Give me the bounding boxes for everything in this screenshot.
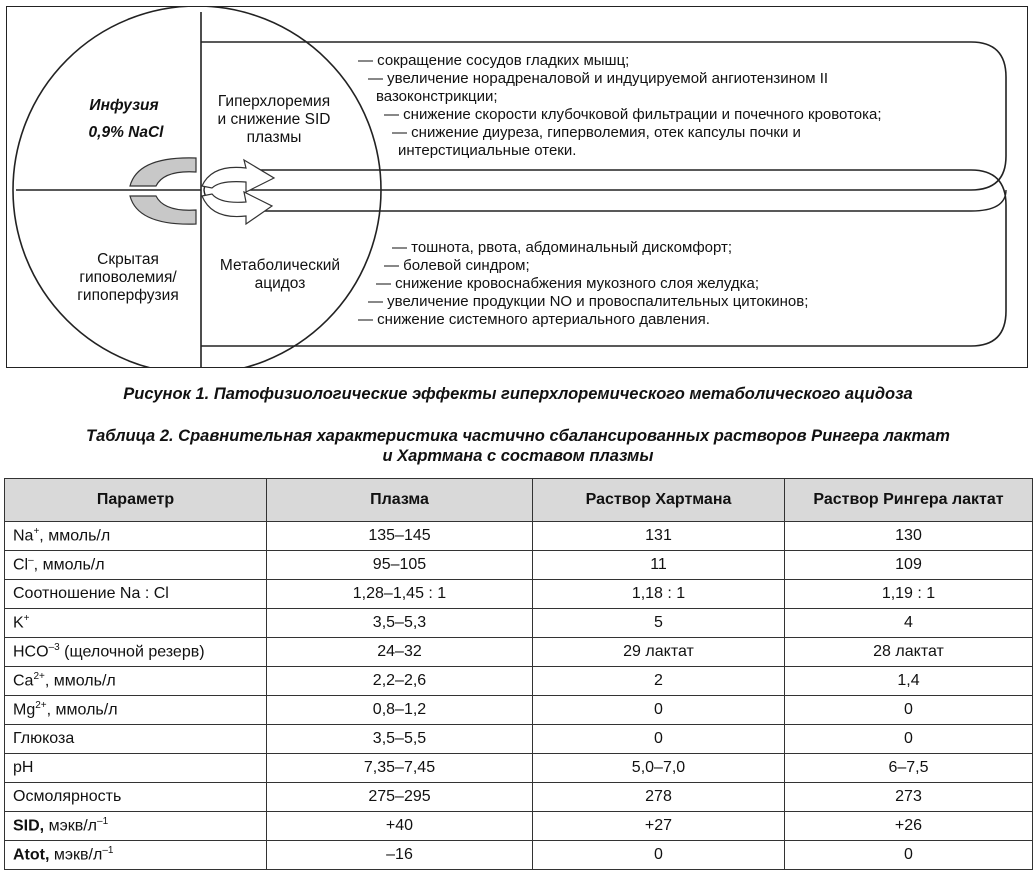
param-bold: SID, xyxy=(13,817,45,835)
param-superscript: + xyxy=(23,613,30,625)
param-main: Осмолярность xyxy=(13,788,122,805)
param-main: Ca xyxy=(13,672,34,690)
cell-plasma: 2,2–2,6 xyxy=(267,667,533,696)
cell-hartmann: 5,0–7,0 xyxy=(533,754,785,783)
pathophysiology-diagram xyxy=(6,6,1028,368)
cell-parameter xyxy=(5,638,267,667)
cell-plasma: 7,35–7,45 xyxy=(267,754,533,783)
header-parameter: Параметр xyxy=(5,479,267,522)
cell-parameter xyxy=(5,783,267,812)
comparison-table-wrap xyxy=(4,478,1032,870)
cell-ringer: 0 xyxy=(785,841,1033,870)
cell-ringer: +26 xyxy=(785,812,1033,841)
cell-parameter xyxy=(5,725,267,754)
hidden-hypovolemia-line-2: гиповолемия/ xyxy=(79,269,177,286)
cell-plasma: 95–105 xyxy=(267,551,533,580)
cell-hartmann: 131 xyxy=(533,522,785,551)
param-main: K xyxy=(13,614,24,632)
param-rest: , ммоль/л xyxy=(44,672,116,690)
cell-hartmann: 29 лактат xyxy=(533,638,785,667)
hyperchloremia-line-3: плазмы xyxy=(246,129,302,146)
bottom-effect-2: — болевой синдром; xyxy=(384,257,530,274)
cell-parameter xyxy=(5,841,267,870)
cycle-arrow-left-top xyxy=(130,158,196,186)
param-superscript: 2+ xyxy=(33,671,45,683)
table-row xyxy=(5,638,1033,667)
hidden-hypovolemia-line-3: гипоперфузия xyxy=(77,287,179,304)
cell-ringer: 0 xyxy=(785,696,1033,725)
param-superscript: –3 xyxy=(48,642,60,654)
table-row xyxy=(5,696,1033,725)
cell-plasma: 0,8–1,2 xyxy=(267,696,533,725)
table-row xyxy=(5,812,1033,841)
table-row xyxy=(5,580,1033,609)
cell-plasma: 3,5–5,5 xyxy=(267,725,533,754)
param-main: Na xyxy=(13,527,34,545)
cell-hartmann: 1,18 : 1 xyxy=(533,580,785,609)
param-bold: Atot, xyxy=(13,846,50,864)
param-superscript: 2+ xyxy=(35,700,47,712)
cell-plasma: +40 xyxy=(267,812,533,841)
cell-hartmann: 278 xyxy=(533,783,785,812)
param-rest: , ммоль/л xyxy=(33,556,105,574)
top-effect-1: — сокращение сосудов гладких мышц; xyxy=(358,52,630,69)
cell-hartmann: 11 xyxy=(533,551,785,580)
metabolic-acidosis-line-2: ацидоз xyxy=(254,275,306,292)
cycle-arrow-right-bottom xyxy=(202,192,272,224)
cell-plasma: 135–145 xyxy=(267,522,533,551)
cell-ringer: 1,4 xyxy=(785,667,1033,696)
cell-parameter xyxy=(5,551,267,580)
cell-ringer: 6–7,5 xyxy=(785,754,1033,783)
cell-parameter xyxy=(5,696,267,725)
param-rest: , ммоль/л xyxy=(46,701,118,719)
table-row xyxy=(5,609,1033,638)
param-main: Соотношение Na : Cl xyxy=(13,585,169,602)
top-effect-2-cont: вазоконстрикции; xyxy=(376,88,498,105)
cell-parameter xyxy=(5,580,267,609)
top-effect-4: — снижение диуреза, гиперволемия, отек капсулы почки и xyxy=(392,124,801,141)
param-main: Cl xyxy=(13,556,29,574)
cell-hartmann: 2 xyxy=(533,667,785,696)
cell-ringer: 0 xyxy=(785,725,1033,754)
header-hartmann: Раствор Хартмана xyxy=(533,479,785,522)
param-main: Mg xyxy=(13,701,36,719)
table-row xyxy=(5,841,1033,870)
cell-hartmann: 0 xyxy=(533,696,785,725)
param-main: Глюкоза xyxy=(13,730,75,747)
outer-circle xyxy=(13,6,381,368)
param-main: HCO xyxy=(13,643,49,661)
table-header-row xyxy=(5,479,1033,522)
table-row xyxy=(5,551,1033,580)
header-plasma: Плазма xyxy=(267,479,533,522)
hyperchloremia-line-2: и снижение SID xyxy=(217,111,331,128)
table-row xyxy=(5,783,1033,812)
cell-ringer: 1,19 : 1 xyxy=(785,580,1033,609)
cell-ringer: 109 xyxy=(785,551,1033,580)
cell-parameter xyxy=(5,754,267,783)
param-main: мэкв/л xyxy=(49,846,103,864)
cell-hartmann: 0 xyxy=(533,841,785,870)
table-caption-line-1: Таблица 2. Сравнительная характеристика частично сбалансированных растворов Рингера лактат xyxy=(86,427,950,445)
bottom-effect-5: — снижение системного артериального давления. xyxy=(358,311,710,328)
infusion-label: Инфузия xyxy=(89,97,159,114)
top-effect-4-cont: интерстициальные отеки. xyxy=(398,142,577,159)
comparison-table xyxy=(4,478,1033,870)
table-body xyxy=(5,522,1033,870)
cell-parameter xyxy=(5,667,267,696)
cell-ringer: 4 xyxy=(785,609,1033,638)
cell-plasma: 24–32 xyxy=(267,638,533,667)
bottom-effect-3: — снижение кровоснабжения мукозного слоя желудка; xyxy=(376,275,760,292)
param-main: pH xyxy=(13,759,34,776)
cycle-arrow-right-top xyxy=(202,160,274,192)
cell-hartmann: 5 xyxy=(533,609,785,638)
top-effect-3: — снижение скорости клубочковой фильтрации и почечного кровотока; xyxy=(384,106,882,123)
cell-ringer: 130 xyxy=(785,522,1033,551)
figure-caption: Рисунок 1. Патофизиологические эффекты гиперхлоремического метаболического ацидоза xyxy=(123,385,913,403)
param-superscript: – xyxy=(28,555,34,567)
cell-parameter xyxy=(5,522,267,551)
cell-ringer: 28 лактат xyxy=(785,638,1033,667)
hidden-hypovolemia-line-1: Скрытая xyxy=(97,251,159,268)
table-row xyxy=(5,522,1033,551)
cell-plasma: 3,5–5,3 xyxy=(267,609,533,638)
top-effect-2: — увеличение норадреналовой и индуцируемой ангиотензином II xyxy=(368,70,829,87)
infusion-nacl-label: 0,9% NaCl xyxy=(88,124,164,141)
cell-ringer: 273 xyxy=(785,783,1033,812)
cell-hartmann: +27 xyxy=(533,812,785,841)
param-rest: , ммоль/л xyxy=(39,527,111,545)
param-superscript: –1 xyxy=(102,845,114,857)
header-ringer: Раствор Рингера лактат xyxy=(785,479,1033,522)
param-superscript: + xyxy=(33,526,40,538)
bottom-effect-4: — увеличение продукции NO и провоспалительных цитокинов; xyxy=(368,293,809,310)
cell-plasma: 275–295 xyxy=(267,783,533,812)
param-superscript: –1 xyxy=(97,816,109,828)
param-rest: (щелочной резерв) xyxy=(59,643,205,661)
table-row xyxy=(5,754,1033,783)
cell-plasma: –16 xyxy=(267,841,533,870)
table-row xyxy=(5,667,1033,696)
cell-plasma: 1,28–1,45 : 1 xyxy=(267,580,533,609)
metabolic-acidosis-line-1: Метаболический xyxy=(219,257,341,274)
cycle-arrow-left-bottom xyxy=(130,196,196,224)
cell-parameter xyxy=(5,812,267,841)
hyperchloremia-line-1: Гиперхлоремия xyxy=(217,93,331,110)
cell-parameter xyxy=(5,609,267,638)
bottom-effect-1: — тошнота, рвота, абдоминальный дискомфорт; xyxy=(392,239,733,256)
table-row xyxy=(5,725,1033,754)
cell-hartmann: 0 xyxy=(533,725,785,754)
param-main: мэкв/л xyxy=(44,817,98,835)
table-caption-line-2: и Хартмана с составом плазмы xyxy=(382,447,654,465)
